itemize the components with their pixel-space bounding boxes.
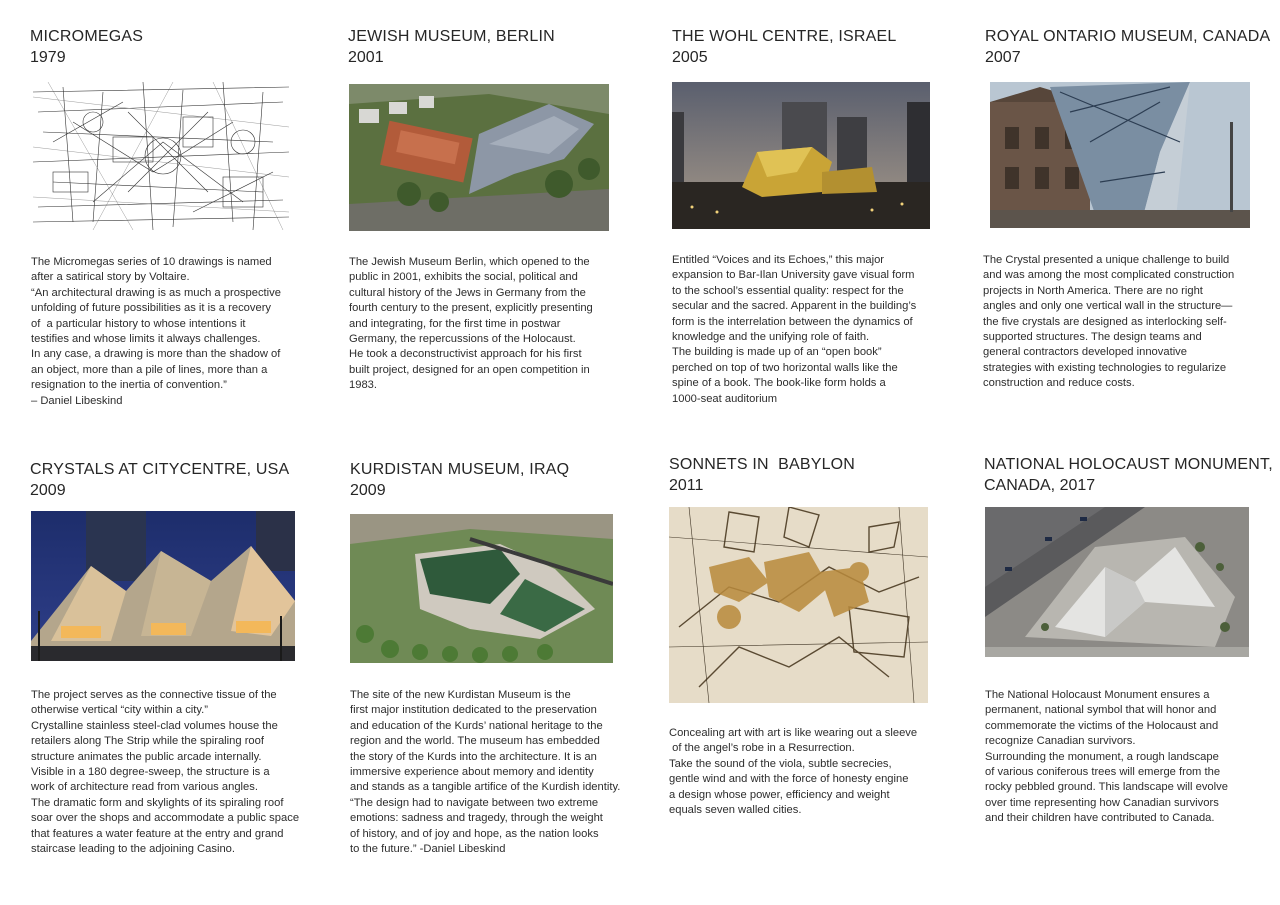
project-year: 1979 [30,49,66,66]
project-title: THE WOHL CENTRE, ISRAEL [672,28,897,45]
project-year: 2007 [985,49,1021,66]
project-description [31,255,281,409]
project-description [985,688,1228,827]
description-line: gentle wind and with the force of honesty engine [669,773,909,786]
description-line: over time representing how Canadian survivors [985,796,1219,809]
description-line: The Micromegas series of 10 drawings is named [31,256,272,268]
micromegas-drawing-image [33,82,289,230]
project-year: CANADA, 2017 [984,477,1096,494]
description-line: The Crystal presented a unique challenge to build [983,254,1230,266]
description-line: work of architecture read from various angles. [31,781,258,794]
project-card-royal-ontario-museum [985,26,1270,68]
description-line: The building is made up of an “open book” [672,346,882,359]
description-line: soar over the shops and accommodate a public space [31,812,300,825]
project-card-crystals-citycentre [30,459,289,501]
description-line: Surrounding the monument, a rough landscape [985,750,1219,763]
jewish-museum-aerial-image [349,84,609,231]
project-title: NATIONAL HOLOCAUST MONUMENT, [984,456,1273,473]
description-line: otherwise vertical “city within a city.” [31,704,208,717]
description-line: knowledge and the unifying role of faith. [672,331,870,344]
description-line: built project, designed for an open competition in [349,363,590,376]
description-line: rocky pebbled ground. This landscape will evolve [985,781,1228,794]
project-description [31,688,299,857]
description-line: public in 2001, exhibits the social, political and [349,271,578,284]
sonnets-in-babylon-image [669,507,928,703]
description-line: and stands as a tangible artifice of the Kurdish identity. [350,781,621,794]
project-card-kurdistan-museum [350,459,569,501]
description-line: and was among the most complicated construction [983,269,1235,282]
holocaust-monument-aerial-image [985,507,1249,657]
project-title: KURDISTAN MUSEUM, IRAQ [350,461,570,478]
project-description [350,688,620,857]
description-line: The project serves as the connective tissue of the [31,689,277,701]
description-line: spine of a book. The book-like form holds a [672,377,886,390]
description-line: of various coniferous trees will emerge from the [985,766,1221,779]
description-line: perched on top of two horizontal walls like the [672,361,898,374]
description-line: strategies with existing technologies to regularize [983,361,1227,374]
project-description [672,253,916,407]
description-line: The site of the new Kurdistan Museum is the [350,689,571,701]
description-line: – Daniel Libeskind [31,394,123,407]
description-line: Concealing art with art is like wearing out a sleeve [669,727,918,739]
description-line: The dramatic form and skylights of its spiraling roof [31,796,284,809]
description-line: structure animates the public arcade internally. [31,750,262,763]
description-line: to the school’s essential quality: respect for the [672,284,904,297]
description-line: of history, and of joy and hope, as the nation looks [350,827,599,840]
description-line: “An architectural drawing is as much a prospective [31,286,281,299]
project-card-wohl-centre [672,26,896,68]
project-year: 2011 [669,477,704,494]
wohl-centre-image [672,82,930,229]
kurdistan-museum-image [350,514,613,663]
description-line: equals seven walled cities. [669,804,802,817]
description-line: region and the world. The museum has embedded [350,735,600,748]
description-line: permanent, national symbol that will honor and [985,704,1217,717]
description-line: a design whose power, efficiency and weight [669,788,890,801]
description-line: In any case, a drawing is more than the shadow of [31,348,281,361]
description-line: projects in North America. There are no right [983,284,1203,297]
description-line: resignation to the inertia of convention.” [31,379,227,392]
description-line: supported structures. The design teams and [983,331,1202,344]
project-title: CRYSTALS AT CITYCENTRE, USA [30,461,290,478]
description-line: of the angel’s robe in a Resurrection. [669,742,855,755]
description-line: emotions: sadness and tragedy, through the weight [350,812,603,825]
description-line: general contractors developed innovative [983,346,1187,359]
description-line: construction and reduce costs. [983,377,1135,390]
project-description [669,726,917,818]
description-line: immersive experience about memory and identity [350,766,594,779]
crystals-citycentre-image [31,511,295,661]
project-description [983,253,1234,392]
description-line: Take the sound of the viola, subtle secrecies, [669,757,892,770]
project-title: MICROMEGAS [30,28,144,45]
description-line: 1983. [349,379,377,392]
description-line: first major institution dedicated to the preservation [350,704,597,717]
royal-ontario-museum-image [990,82,1250,228]
description-line: and education of the Kurds’ national heritage to the [350,719,603,732]
description-line: expansion to Bar-Ilan University gave visual form [672,269,915,282]
description-line: after a satirical story by Voltaire. [31,271,190,284]
project-title: SONNETS IN BABYLON [669,456,856,473]
description-line: secular and the sacred. Apparent in the building’s [672,300,917,313]
description-line: of a particular history to whose intentions it [31,317,246,330]
description-line: Germany, the repercussions of the Holocaust. [349,333,576,346]
description-line: form is the interrelation between the dynamics of [672,315,913,328]
description-line: to the future.” -Daniel Libeskind [350,843,506,856]
project-title: JEWISH MUSEUM, BERLIN [348,28,555,45]
description-line: staircase leading to the adjoining Casino. [31,843,235,856]
description-line: Visible in a 180 degree-sweep, the structure is a [31,766,270,779]
description-line: “The design had to navigate between two extreme [350,796,599,809]
project-year: 2009 [350,482,386,499]
description-line: and their children have contributed to Canada. [985,812,1215,825]
description-line: He took a deconstructivist approach for his first [349,348,582,361]
description-line: The Jewish Museum Berlin, which opened to the [349,256,590,268]
project-year: 2001 [348,49,384,66]
description-line: cultural history of the Jews in Germany from the [349,286,586,299]
description-line: the story of the Kurds into the architecture. It is an [350,750,597,763]
description-line: retailers along The Strip while the spiraling roof [31,735,264,748]
project-card-sonnets-in-babylon [669,454,855,496]
description-line: Crystalline stainless steel-clad volumes house the [31,719,278,732]
description-line: and integrating, for the first time in postwar [349,317,561,330]
project-card-jewish-museum [348,26,555,68]
description-line: the five crystals are designed as interlocking self- [983,315,1227,328]
project-year: 2005 [672,49,708,66]
description-line: testifies and whose limits it always challenges. [31,333,261,346]
project-title: ROYAL ONTARIO MUSEUM, CANADA [985,28,1271,45]
description-line: that features a water feature at the entry and grand [31,827,284,840]
description-line: commemorate the victims of the Holocaust and [985,719,1219,732]
project-card-holocaust-monument [984,454,1273,496]
description-line: angles and only one vertical wall in the structure— [983,300,1233,313]
description-line: an object, more than a pile of lines, more than a [31,363,268,376]
project-card-micromegas [30,26,143,68]
description-line: Entitled “Voices and its Echoes,” this major [672,254,885,266]
description-line: recognize Canadian survivors. [985,735,1136,748]
description-line: unfolding of future possibilities as it is a recovery [31,302,272,315]
project-year: 2009 [30,482,66,499]
description-line: fourth century to the present, explicitly presenting [349,302,593,315]
description-line: 1000-seat auditorium [672,392,778,405]
description-line: The National Holocaust Monument ensures a [985,689,1210,701]
project-description [349,255,593,394]
